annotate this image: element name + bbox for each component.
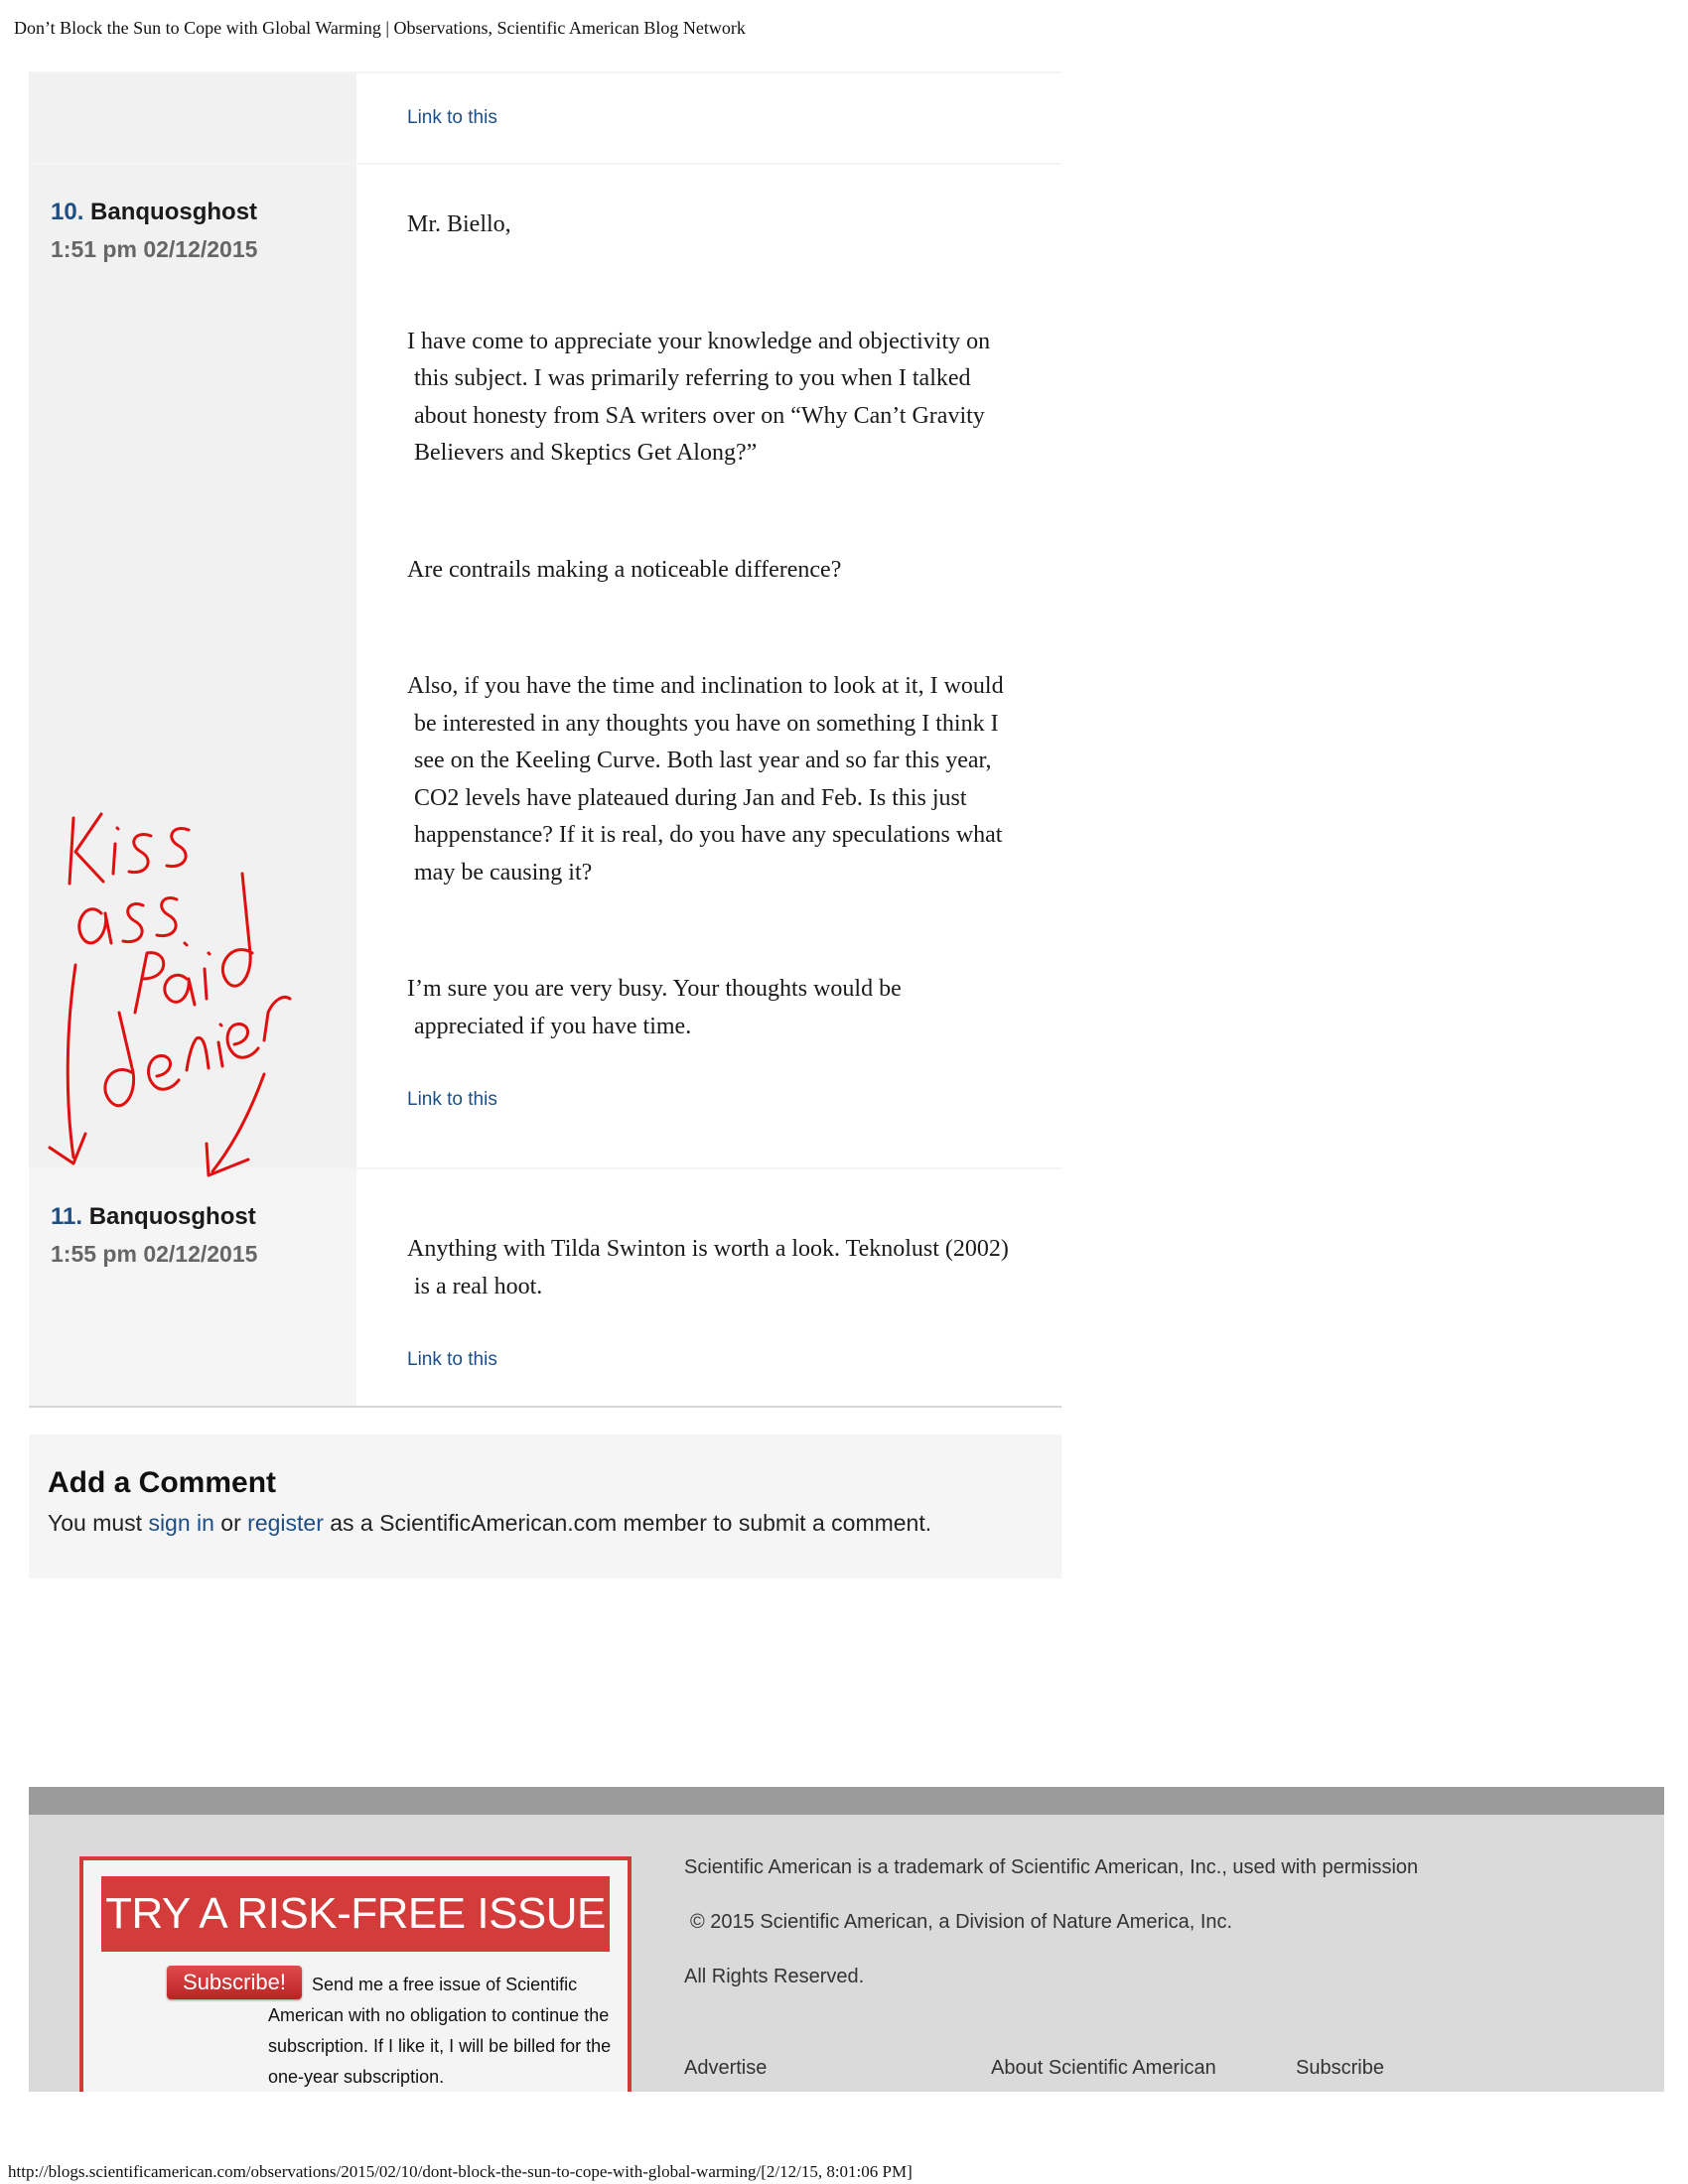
text-line: is a real hoot. (414, 1273, 543, 1299)
comment-paragraph (407, 1231, 1061, 1305)
comment-body (356, 1169, 1061, 1406)
comment-number: 10. (51, 199, 84, 225)
sign-in-link[interactable]: sign in (148, 1510, 214, 1536)
text-line: I’m sure you are very busy. Your thoughts would be (407, 976, 902, 1002)
subscription-promo (79, 1856, 632, 2092)
subscribe-button[interactable]: Subscribe! (167, 1966, 302, 1999)
comment-meta (29, 73, 356, 163)
message-text: You must (48, 1510, 149, 1536)
comment-10 (29, 163, 1061, 1167)
comment-author (51, 199, 356, 226)
comment-date: 1:55 pm 02/12/2015 (51, 1241, 258, 1267)
message-text: or (213, 1510, 248, 1536)
add-comment-title: Add a Comment (48, 1466, 277, 1499)
text-line: this subject. I was primarily referring to you when I talked (414, 365, 971, 391)
text-line: about honesty from SA writers over on “Why Can’t Gravity (414, 402, 985, 429)
register-link[interactable]: register (247, 1510, 324, 1536)
link-to-this[interactable]: Link to this (407, 107, 497, 128)
comment-thread (29, 71, 1061, 1408)
text-line: Anything with Tilda Swinton is worth a look. Teknolust (2002) (407, 1236, 1009, 1262)
comment-paragraph (407, 971, 1061, 1045)
text-line: see on the Keeling Curve. Both last year and so far this year, (414, 748, 992, 773)
comment-meta (29, 1169, 356, 1406)
text-line: happenstance? If it is real, do you have any speculations what (414, 822, 1003, 848)
comment-author (51, 1203, 356, 1231)
trademark-text: Scientific American is a trademark of Scientific American, Inc., used with permission (684, 1856, 1419, 1878)
add-comment-message (48, 1510, 1061, 1537)
rights-text: All Rights Reserved. (684, 1966, 865, 1987)
page-footer-url: http://blogs.scientificamerican.com/observations/2015/02/10/dont-block-the-sun-to-cope-with-global-warming/[2/12/15, 8:01:06 PM] (8, 2162, 913, 2181)
comment-paragraph: Are contrails making a noticeable difference? (407, 556, 842, 583)
site-footer (29, 1787, 1664, 2092)
comment-date: 1:51 pm 02/12/2015 (51, 236, 258, 262)
text-line: CO2 levels have plateaued during Jan and Feb. Is this just (414, 784, 967, 811)
comment-9-tail (29, 71, 1061, 163)
text-line: Also, if you have the time and inclination to look at it, I would (407, 673, 1004, 699)
text-line: be interested in any thoughts you have on something I think I (414, 710, 999, 737)
comment-author-name[interactable]: Banquosghost (90, 199, 258, 225)
promo-title[interactable]: TRY A RISK-FREE ISSUE (101, 1876, 610, 1952)
comment-paragraph (407, 324, 1061, 473)
add-comment-box (29, 1434, 1061, 1578)
promo-text: Send me a free issue of Scientific American with no obligation to continue the subscription. If I like it, I will be billed for the one-year subscription. (268, 1975, 612, 2087)
comment-11 (29, 1167, 1061, 1406)
page-header-title: Don’t Block the Sun to Cope with Global Warming | Observations, Scientific American Blog Network (14, 18, 746, 38)
footer-link-about[interactable]: About Scientific American (991, 2057, 1216, 2079)
comment-meta (29, 165, 356, 1167)
copyright-text: © 2015 Scientific American, a Division of Nature America, Inc. (690, 1911, 1233, 1933)
footer-bar (29, 1787, 1664, 1815)
thread-divider (29, 1406, 1061, 1408)
message-text: as a ScientificAmerican.com member to submit a comment. (323, 1510, 932, 1536)
comment-author-name[interactable]: Banquosghost (88, 1203, 256, 1230)
text-line: appreciated if you have time. (414, 1013, 692, 1039)
comment-paragraph: Mr. Biello, (407, 211, 511, 237)
text-line: Believers and Skeptics Get Along?” (414, 440, 758, 466)
comment-body (356, 73, 1061, 163)
text-line: may be causing it? (414, 859, 593, 886)
comment-number: 11. (51, 1203, 83, 1230)
footer-link-subscribe[interactable]: Subscribe (1296, 2057, 1384, 2079)
link-to-this[interactable]: Link to this (407, 1089, 497, 1110)
footer-link-advertise[interactable]: Advertise (684, 2057, 768, 2079)
comment-body (356, 165, 1061, 1167)
link-to-this[interactable]: Link to this (407, 1349, 497, 1370)
legal-info (684, 1856, 1418, 2020)
text-line: I have come to appreciate your knowledge and objectivity on (407, 328, 991, 354)
comment-paragraph (407, 668, 1061, 891)
